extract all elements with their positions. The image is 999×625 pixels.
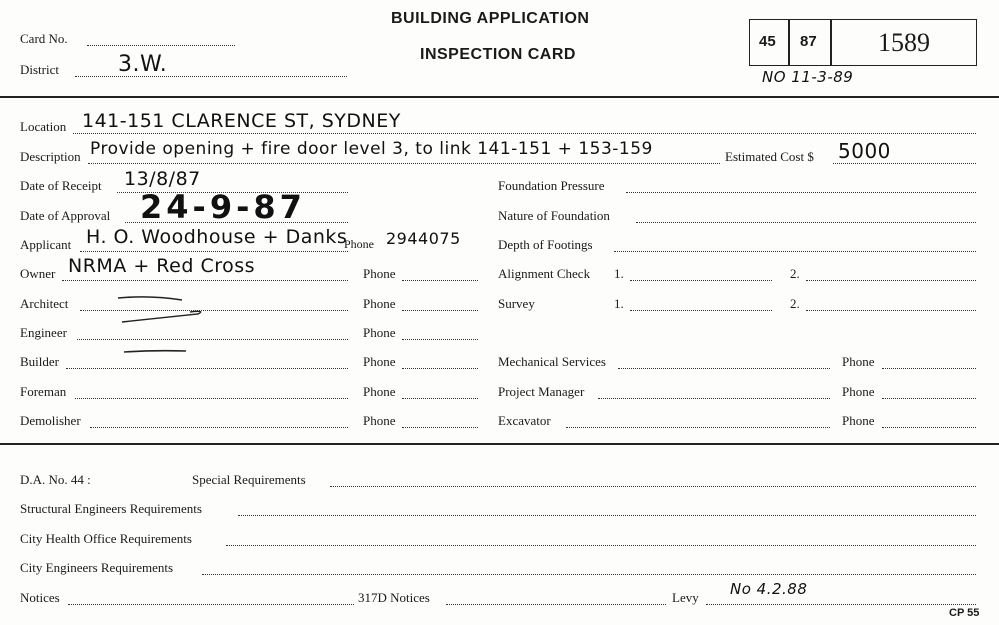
inspection-card: Card No. District 3.W. BUILDING APPLICATION INSPECTION CARD 45 87 1589 NO 11-3-89 Location 141-151 CLARENCE ST, SYDNEY Description Provide opening + fire door level 3, to link 141-151 + 153-159 Estimated Cost $ 5000 Date of Receipt 13/8/87 Date of Approval 24-9-87 Applicant H. O. Woodhouse + Danks Phone 2944075 Owner NRMA + Red Cross Phone Architect Phone Engineer Phone Builder Phone Foreman Phone Demolisher Phone Foundation Pressure Nature of Foundation Depth of Footings Alignment Check 1. 2. Survey 1. 2. Mechanical Services Phone Project Manager Phone Excavator Phone D.A. No. 44 : Special Requirements Structural Engineers Requirements City Health Office Requirements City Engineers Requirements Notices 317D Notices Levy No 4.2.88 CP 55 [0,0,999,625]
structural-engineers-label: Structural Engineers Requirements [20,501,202,516]
engineer-phone-label: Phone [363,325,396,340]
card-no-dots [87,45,235,46]
card-no-label: Card No. [20,31,68,46]
nature-foundation-label: Nature of Foundation [498,208,610,223]
location-value: 141-151 CLARENCE ST, SYDNEY [82,110,401,132]
district-value: 3.W. [118,52,168,77]
owner-phone-label: Phone [363,266,396,281]
city-engineers-label: City Engineers Requirements [20,560,174,575]
estimated-cost-value: 5000 [838,139,891,163]
depth-footings-label: Depth of Footings [498,237,593,252]
top-rule [0,96,999,98]
applicant-value: H. O. Woodhouse + Danks [86,226,348,248]
form-title-line2: INSPECTION CARD [420,46,576,63]
description-label: Description [20,149,81,164]
levy-label: Levy [672,590,699,605]
architect-phone-label: Phone [363,296,396,311]
district-label: District [20,62,59,77]
owner-value: NRMA + Red Cross [68,255,256,277]
demolisher-label: Demolisher [20,413,81,428]
survey-label: Survey [498,296,535,311]
notices-317d-label: 317D Notices [358,590,430,605]
date-approval-value: 24-9-87 [140,188,306,226]
architect-label: Architect [20,296,69,311]
applicant-label: Applicant [20,237,72,252]
city-health-label: City Health Office Requirements [20,531,192,546]
ref-note: NO 11-3-89 [762,68,854,86]
foreman-phone-label: Phone [363,384,396,399]
levy-value: No 4.2.88 [730,580,808,598]
excavator-label: Excavator [498,413,551,428]
handwritten-dashes [110,292,210,362]
builder-label: Builder [20,354,59,369]
mechanical-services-label: Mechanical Services [498,354,606,369]
project-manager-label: Project Manager [498,384,585,399]
builder-phone-label: Phone [363,354,396,369]
foundation-pressure-label: Foundation Pressure [498,178,605,193]
date-receipt-label: Date of Receipt [20,178,102,193]
demolisher-phone-label: Phone [363,413,396,428]
ref-box-2: 87 [800,33,817,50]
owner-label: Owner [20,266,56,281]
alignment-check-label: Alignment Check [498,266,591,281]
applicant-phone-value: 2944075 [386,229,461,248]
ref-box-1: 45 [759,33,776,50]
date-approval-label: Date of Approval [20,208,111,223]
estimated-cost-label: Estimated Cost $ [725,149,814,164]
reference-number-box [749,19,977,66]
ref-box-3: 1589 [878,28,930,57]
district-dots [75,76,347,77]
special-requirements-label: Special Requirements [192,472,306,487]
notices-label: Notices [20,590,60,605]
description-value: Provide opening + fire door level 3, to link 141-151 + 153-159 [90,139,653,159]
applicant-phone-label: Phone [344,237,374,251]
da-no-label: D.A. No. 44 : [20,472,91,487]
middle-rule [0,443,999,445]
foreman-label: Foreman [20,384,67,399]
engineer-label: Engineer [20,325,67,340]
form-title-line1: BUILDING APPLICATION [391,10,590,27]
location-label: Location [20,119,67,134]
form-code: CP 55 [949,607,980,619]
date-receipt-value: 13/8/87 [124,168,201,190]
